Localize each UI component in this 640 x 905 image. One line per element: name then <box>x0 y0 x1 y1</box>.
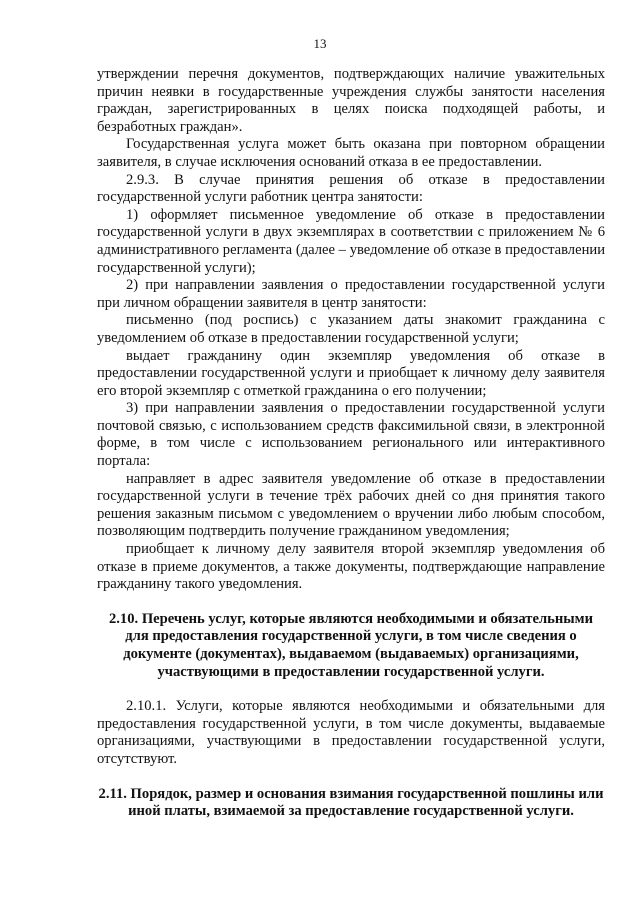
section-heading-2-10: 2.10. Перечень услуг, которые являются необходимыми и обязательными для предоставления государственной услуги, в том числе сведения о документе (документах), выдаваемом (выдаваемых) организациями, участвующими в предоставлении государственной услуги. <box>108 610 594 680</box>
page-number: 13 <box>313 36 327 51</box>
paragraph-send: направляет в адрес заявителя уведомление об отказе в предоставлении государственной услуги в течение трёх рабочих дней со дня принятия такого решения заказным письмом с уведомлением о вручении либо любым способом, позволяющим подтвердить получение гражданином уведомления; <box>97 470 605 540</box>
paragraph-item-3: 3) при направлении заявления о предоставлении государственной услуги почтовой связью, с использованием средств факсимильной связи, в электронной форме, в том числе с использованием регионального или интерактивного портала: <box>97 400 605 470</box>
paragraph-attach: приобщает к личному делу заявителя второй экземпляр уведомления об отказе в приеме документов, а также документы, подтверждающие направление гражданину такого уведомления. <box>97 541 605 593</box>
paragraph-acquaint: письменно (под роспись) с указанием даты знакомит гражданина с уведомлением об отказе в предоставлении государственной услуги; <box>97 312 605 346</box>
paragraph-item-2: 2) при направлении заявления о предоставлении государственной услуги при личном обращении заявителя в центр занятости: <box>97 277 605 311</box>
section-heading-2-11: 2.11. Порядок, размер и основания взимания государственной пошлины или иной платы, взимаемой за предоставление государственной услуги. <box>98 785 604 820</box>
paragraph-2-9-3: 2.9.3. В случае принятия решения об отказе в предоставлении государственной услуги работник центра занятости: <box>97 171 605 206</box>
paragraph-continuation: утверждении перечня документов, подтверждающих наличие уважительных причин неявки в государственные учреждения службы занятости населения граждан, зарегистрированных в целях поиска подходящей работы, и безработных граждан». <box>97 66 605 135</box>
paragraph-repeat-request: Государственная услуга может быть оказана при повторном обращении заявителя, в случае исключения оснований отказа в ее предоставлении. <box>97 136 605 170</box>
paragraph-issue: выдает гражданину один экземпляр уведомления об отказе в предоставлении государственной услуги и приобщает к личному делу заявителя его второй экземпляр с отметкой гражданина о его получении; <box>97 347 605 399</box>
paragraph-item-1: 1) оформляет письменное уведомление об отказе в предоставлении государственной услуги в двух экземплярах в соответствии с приложением № 6 административного регламента (далее – уведомление об отказе в предоставлении государственной услуги); <box>97 206 605 276</box>
paragraph-2-10-1: 2.10.1. Услуги, которые являются необходимыми и обязательными для предоставления государственной услуги, в том числе документы, выдаваемые организациями, участвующими в предоставлении государственной услуги, отсутствуют. <box>97 698 605 767</box>
document-body <box>97 66 605 821</box>
